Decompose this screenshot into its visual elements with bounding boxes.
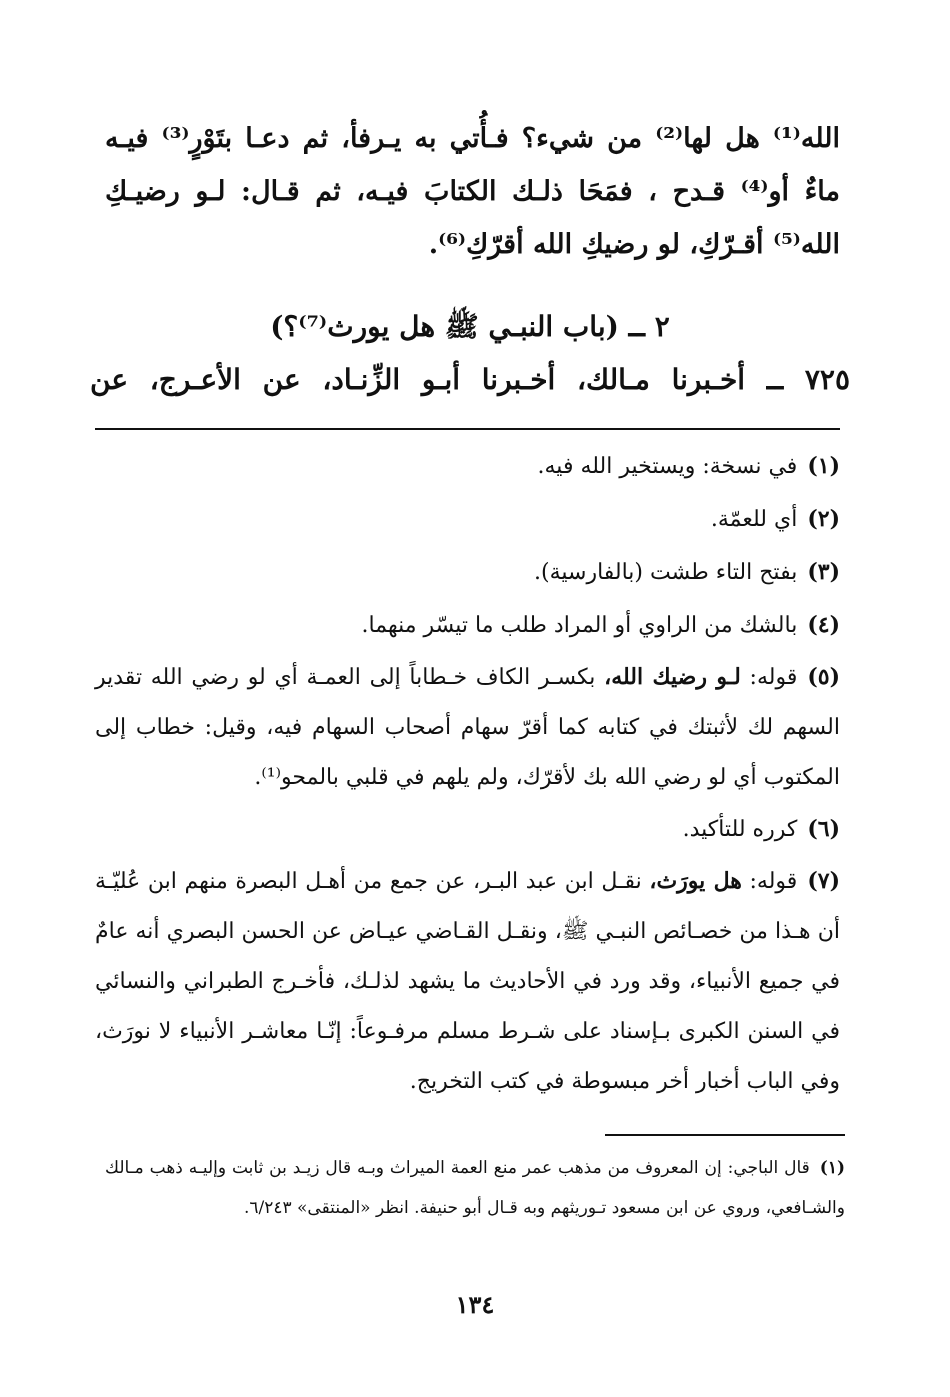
page-number: ١٣٤	[455, 1290, 495, 1319]
footnote-number: (٧)	[807, 868, 840, 894]
footnote-number: (٦)	[807, 816, 840, 842]
subnotes	[105, 1148, 845, 1228]
footnote-6	[95, 803, 840, 856]
footnote-number: (٢)	[807, 506, 840, 532]
footnote-7	[95, 856, 840, 1107]
subnote-1	[105, 1148, 845, 1228]
subnote-number: (١)	[819, 1158, 845, 1178]
footnote-separator	[95, 428, 840, 430]
footnote-1	[95, 440, 840, 493]
main-paragraph	[105, 112, 840, 271]
footnote-lead: قوله:	[749, 869, 798, 894]
footnote-5	[95, 652, 840, 803]
chapter-title: ٢ ــ (باب النبـي ﷺ هل يورث⁽⁷⁾؟)	[270, 310, 670, 343]
footnote-text: بفتح التاء طشت (بالفارسية).	[534, 560, 798, 585]
footnote-2	[95, 493, 840, 546]
hadith-start: ٧٢٥ ــ أخـبرنا مـالك، أخـبرنا أبـو الزِّنـاد، عن الأعـرج، عن	[90, 363, 850, 396]
footnote-text: في نسخة: ويستخير الله فيه.	[537, 454, 798, 479]
subnote-separator	[605, 1134, 845, 1136]
footnote-number: (٣)	[807, 559, 840, 585]
footnote-quote: لـو رضيك الله،	[604, 664, 741, 690]
footnote-number: (١)	[807, 453, 840, 479]
footnote-number: (٤)	[807, 612, 840, 638]
footnote-quote: هل يورَث،	[649, 868, 742, 894]
main-paragraph-text: الله⁽¹⁾ هل لها⁽²⁾ من شيء؟ فـأُتي به يـرفأ، ثم دعـا بتَوْرٍ⁽³⁾ فيـه ماءٌ أو⁽⁴⁾ قـدح ، فمَحَا ذلـك الكتابَ فيـه، ثم قـال: لـو رضيـكِ الله⁽⁵⁾ أقـرّكِ، لو رضيكِ الله أقرّكِ⁽⁶⁾.	[105, 123, 840, 260]
footnote-text: أي للعمّة.	[710, 507, 798, 532]
footnote-text: كرره للتأكيد.	[682, 817, 798, 842]
footnote-text: نقـل ابن عبد البـر، عن جمع من أهـل البصرة منهم ابن عُليّـة أن هـذا من خصـائص النبـي ﷺ، ونقـل القـاضي عيـاض عن الحسن البصري أنه عامٌ في جميع الأنبياء، وقد ورد في الأحاديث ما يشهد لذلـك، فأخـرج الطبراني والنسائي في السنن الكبرى بـإسناد على شـرط مسلم مرفـوعاً: إنّـا معاشـر الأنبياء لا نورَث، وفي الباب أخبار أخر مبسوطة في كتب التخريج.	[95, 869, 840, 1094]
footnote-number: (٥)	[807, 664, 841, 690]
subnote-text: قال الباجي: إن المعروف من مذهب عمر منع العمة الميراث وبـه قال زيـد بن ثابت وإليـه ذهب مـالك والشـافعي، وروي عن ابن مسعود تـوريثهم وبه قـال أبو حنيفة. انظر «المنتقى» ٦/٢٤٣.	[105, 1158, 845, 1218]
footnote-4	[95, 599, 840, 652]
footnotes	[95, 440, 840, 1107]
footnote-text: بالشك من الراوي أو المراد طلب ما تيسّر منهما.	[361, 613, 798, 638]
footnote-3	[95, 546, 840, 599]
footnote-text: بكسـر الكاف خـطاباً إلى العمـة أي لو رضي الله تقدير السهم لك لأثبتك في كتابه كما أقرّ سهام أصحاب السهام فيه، وقيل: خطاب إلى المكتوب أي لو رضي الله بك لأقرّك، ولم يلهم في قلبي بالمحو⁽¹⁾.	[95, 665, 840, 790]
footnote-lead: قوله:	[749, 665, 798, 690]
